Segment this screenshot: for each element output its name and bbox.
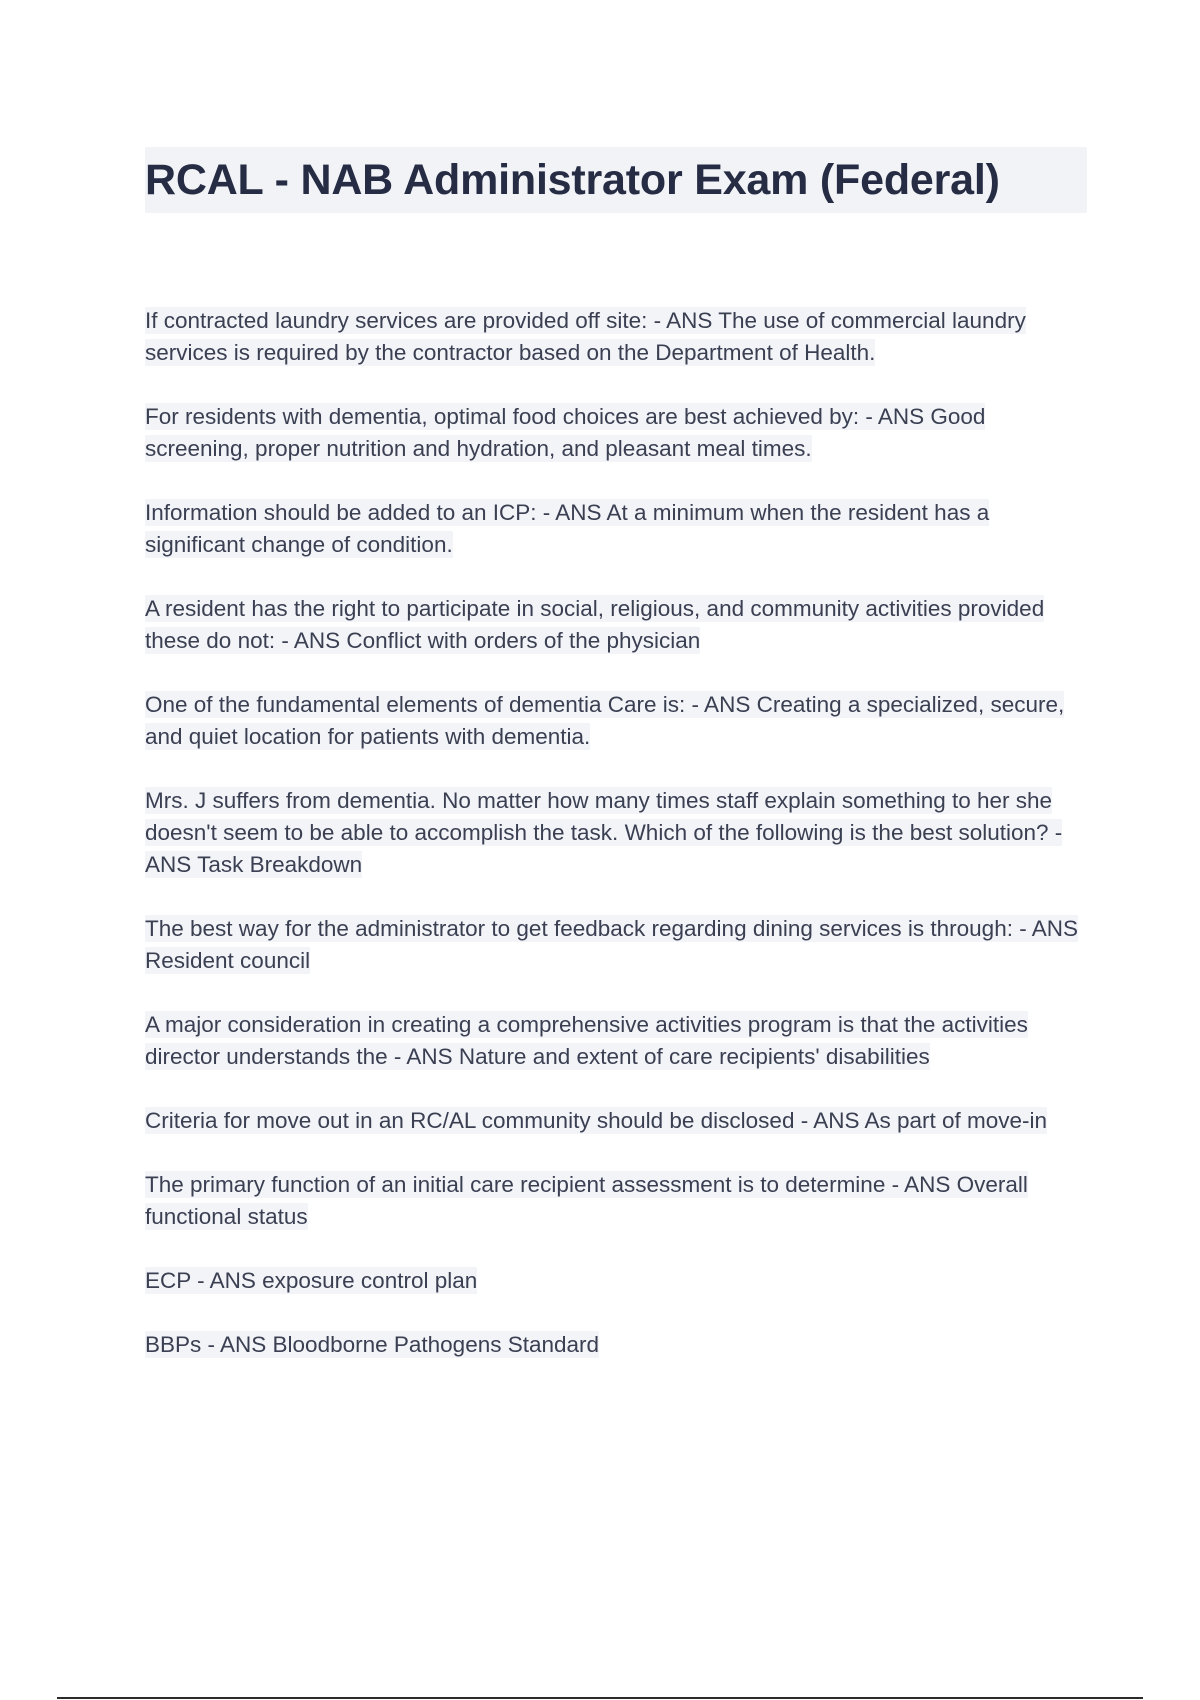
qa-item (145, 1265, 1085, 1297)
qa-item (145, 1009, 1085, 1073)
qa-text: A resident has the right to participate in social, religious, and community activities provided these do not: - ANS Conflict with orders of the physician (145, 596, 1045, 653)
qa-item (145, 689, 1085, 753)
qa-text: If contracted laundry services are provided off site: - ANS The use of commercial laundry services is required by the contractor based on the Department of Health. (145, 308, 1026, 365)
qa-item (145, 1105, 1085, 1137)
footer-divider (57, 1697, 1143, 1699)
qa-text: A major consideration in creating a comprehensive activities program is that the activities director understands the - ANS Nature and extent of care recipients' disabilities (145, 1012, 1028, 1069)
qa-text: The best way for the administrator to get feedback regarding dining services is through: - ANS Resident council (145, 916, 1078, 973)
qa-text: One of the fundamental elements of dementia Care is: - ANS Creating a specialized, secure, and quiet location for patients with dementia. (145, 692, 1065, 749)
qa-item (145, 497, 1085, 561)
qa-item (145, 1329, 1085, 1361)
qa-text: The primary function of an initial care recipient assessment is to determine - ANS Overall functional status (145, 1172, 1028, 1229)
qa-text: Criteria for move out in an RC/AL community should be disclosed - ANS As part of move-in (145, 1108, 1048, 1133)
qa-item (145, 785, 1085, 881)
qa-item (145, 593, 1085, 657)
qa-text: BBPs - ANS Bloodborne Pathogens Standard (145, 1332, 600, 1357)
qa-item (145, 1169, 1085, 1233)
qa-item (145, 305, 1085, 369)
page-title: RCAL - NAB Administrator Exam (Federal) (145, 147, 1087, 213)
qa-item (145, 913, 1085, 977)
qa-item (145, 401, 1085, 465)
qa-text: For residents with dementia, optimal food choices are best achieved by: - ANS Good screening, proper nutrition and hydration, and pleasant meal times. (145, 404, 986, 461)
qa-list (145, 305, 1085, 1393)
qa-text: Information should be added to an ICP: - ANS At a minimum when the resident has a significant change of condition. (145, 500, 990, 557)
qa-text: ECP - ANS exposure control plan (145, 1268, 478, 1293)
qa-text: Mrs. J suffers from dementia. No matter how many times staff explain something to her she doesn't seem to be able to accomplish the task. Which of the following is the best solution? - ANS Task Breakdown (145, 788, 1063, 877)
